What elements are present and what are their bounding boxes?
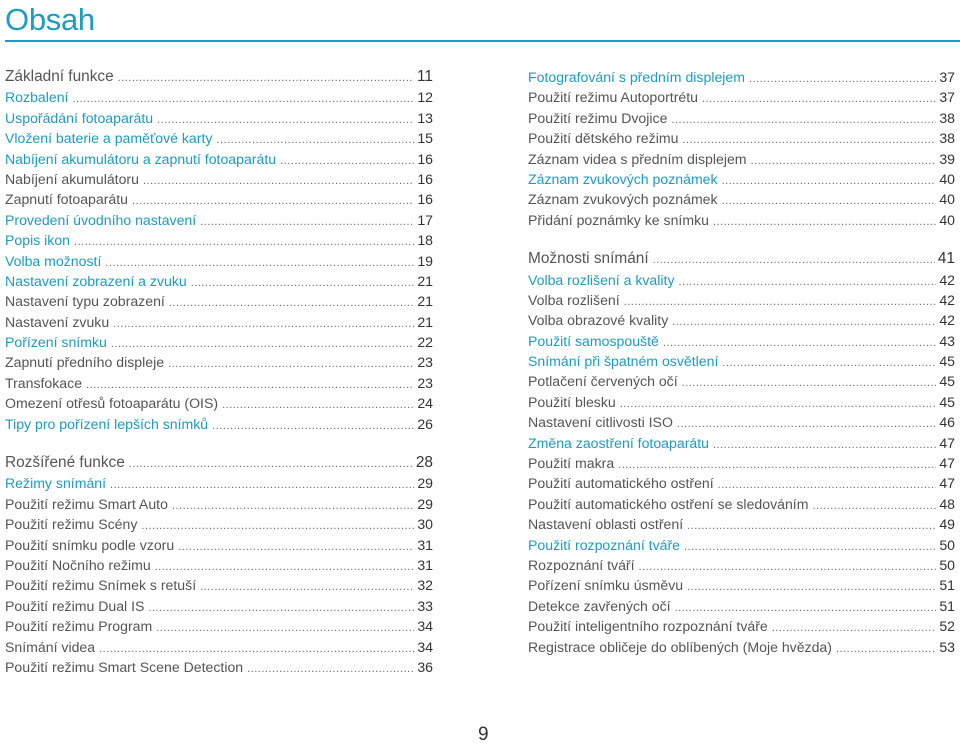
- toc-entry-page: 39: [939, 150, 955, 167]
- toc-leader-dots: [200, 212, 414, 232]
- page-title: Obsah: [5, 2, 95, 37]
- toc-entry-page: 38: [939, 109, 955, 126]
- toc-leader-dots: [836, 639, 936, 659]
- toc-entry[interactable]: [5, 596, 433, 616]
- toc-entry[interactable]: [528, 412, 955, 432]
- toc-entry-title: Rozbalení: [5, 89, 69, 106]
- toc-entry-page: 42: [939, 312, 955, 329]
- toc-leader-dots: [718, 475, 937, 495]
- toc-entry-title: Volba obrazové kvality: [528, 312, 669, 329]
- toc-entry[interactable]: [528, 169, 955, 189]
- toc-entry-page: 16: [417, 150, 433, 167]
- toc-entry-title: Použití snímku podle vzoru: [5, 536, 175, 553]
- toc-entry[interactable]: [5, 535, 433, 555]
- toc-entry[interactable]: [528, 575, 955, 595]
- toc-entry[interactable]: [528, 433, 955, 453]
- toc-leader-dots: [618, 455, 936, 475]
- toc-leader-dots: [713, 212, 936, 232]
- toc-entry-page: 40: [939, 191, 955, 208]
- toc-entry-title: Tipy pro pořízení lepších snímků: [5, 415, 209, 432]
- toc-entry-page: 45: [939, 393, 955, 410]
- toc-leader-dots: [772, 618, 937, 638]
- toc-leader-dots: [200, 577, 414, 597]
- toc-entry-page: 26: [417, 415, 433, 432]
- toc-leader-dots: [679, 272, 937, 292]
- toc-entry-title: Fotografování s předním displejem: [528, 69, 745, 85]
- toc-entry-page: 17: [417, 211, 433, 228]
- toc-entry[interactable]: [5, 230, 433, 250]
- toc-leader-dots: [129, 454, 413, 474]
- toc-leader-dots: [118, 68, 414, 88]
- toc-leader-dots: [86, 375, 414, 395]
- toc-leader-dots: [812, 496, 936, 516]
- toc-entry-page: 47: [939, 475, 955, 492]
- toc-leader-dots: [172, 496, 414, 516]
- toc-entry[interactable]: [528, 371, 955, 391]
- toc-leader-dots: [247, 659, 414, 679]
- toc-entry[interactable]: [5, 473, 433, 493]
- toc-entry-title: Zapnutí fotoaparátu: [5, 191, 129, 208]
- toc-leader-dots: [111, 334, 414, 354]
- toc-entry-title: Použití režimu Dvojice: [528, 109, 668, 126]
- toc-leader-dots: [624, 292, 937, 312]
- toc-leader-dots: [702, 89, 936, 109]
- toc-entry-title: Použití samospouště: [528, 332, 659, 349]
- toc-entry[interactable]: [5, 291, 433, 311]
- toc-leader-dots: [143, 171, 414, 191]
- toc-entry[interactable]: [5, 616, 433, 636]
- toc-entry-page: 33: [417, 597, 433, 614]
- toc-leader-dots: [682, 130, 936, 150]
- title-divider: [5, 40, 960, 42]
- toc-entry[interactable]: [528, 555, 955, 575]
- toc-entry[interactable]: [5, 189, 433, 209]
- toc-entry-page: 37: [939, 89, 955, 106]
- toc-entry-page: 40: [939, 211, 955, 228]
- toc-leader-dots: [105, 253, 414, 273]
- toc-entry[interactable]: [528, 616, 955, 636]
- toc-leader-dots: [113, 314, 414, 334]
- toc-entry-title: Nastavení zobrazení a zvuku: [5, 272, 187, 289]
- toc-entry-title: Omezení otřesů fotoaparátu (OIS): [5, 395, 219, 412]
- toc-entry-title: Použití makra: [528, 455, 615, 472]
- toc-entry-page: 46: [939, 414, 955, 431]
- toc-entry-title: Přidání poznámky ke snímku: [528, 211, 709, 228]
- toc-entry-title: Snímání videa: [5, 638, 96, 655]
- toc-leader-dots: [620, 394, 937, 414]
- toc-entry[interactable]: [5, 271, 433, 291]
- toc-entry[interactable]: [528, 351, 955, 371]
- toc-leader-dots: [280, 151, 414, 171]
- toc-entry-page: 15: [417, 130, 433, 147]
- toc-entry-title: Vložení baterie a paměťové karty: [5, 130, 213, 147]
- toc-leader-dots: [684, 537, 936, 557]
- toc-entry[interactable]: [5, 453, 433, 473]
- toc-entry-title: Použití rozpoznání tváře: [528, 536, 680, 553]
- toc-leader-dots: [74, 232, 414, 252]
- toc-entry[interactable]: [5, 393, 433, 413]
- toc-entry[interactable]: [5, 169, 433, 189]
- toc-entry[interactable]: [5, 108, 433, 128]
- toc-leader-dots: [751, 151, 937, 171]
- toc-entry-page: 21: [417, 293, 433, 310]
- toc-entry-page: 47: [939, 434, 955, 451]
- toc-entry-title: Provedení úvodního nastavení: [5, 211, 197, 228]
- toc-entry-title: Režimy snímání: [5, 475, 107, 492]
- toc-entry[interactable]: [528, 473, 955, 493]
- toc-left-column: [5, 67, 433, 677]
- toc-entry-page: 49: [939, 516, 955, 533]
- toc-entry-page: 13: [417, 109, 433, 126]
- toc-entry-title: Transfokace: [5, 374, 83, 391]
- toc-entry[interactable]: [5, 67, 433, 87]
- toc-entry[interactable]: [5, 352, 433, 372]
- toc-entry-title: Zapnutí předního displeje: [5, 354, 165, 371]
- toc-entry-page: 11: [417, 68, 433, 85]
- toc-leader-dots: [677, 414, 936, 434]
- toc-entry-page: 47: [939, 455, 955, 472]
- toc-entry-page: 51: [939, 597, 955, 614]
- section-gap: [528, 230, 955, 249]
- toc-entry-title: Nabíjení akumulátoru a zapnutí fotoaparátu: [5, 150, 277, 167]
- toc-entry-title: Pořízení snímku: [5, 334, 107, 351]
- toc-entry-title: Snímání při špatném osvětlení: [528, 353, 719, 370]
- toc-entry-page: 31: [417, 556, 433, 573]
- toc-entry-title: Nastavení typu zobrazení: [5, 293, 165, 310]
- toc-entry-title: Použití blesku: [528, 393, 616, 410]
- toc-entry-page: 50: [939, 556, 955, 573]
- toc-entry[interactable]: [528, 87, 955, 107]
- toc-entry-title: Použití automatického ostření: [528, 475, 714, 492]
- toc-entry-page: 37: [939, 69, 955, 85]
- toc-entry[interactable]: [528, 494, 955, 514]
- toc-entry[interactable]: [5, 575, 433, 595]
- toc-entry-title: Potlačení červených očí: [528, 373, 678, 390]
- toc-entry[interactable]: [5, 332, 433, 352]
- toc-right-column: [528, 67, 955, 657]
- toc-leader-dots: [110, 475, 414, 495]
- toc-leader-dots: [722, 191, 937, 211]
- toc-entry-title: Použití režimu Program: [5, 618, 153, 635]
- toc-entry[interactable]: [528, 149, 955, 169]
- toc-entry-title: Nabíjení akumulátoru: [5, 170, 139, 187]
- toc-entry[interactable]: [528, 514, 955, 534]
- toc-leader-dots: [222, 395, 414, 415]
- toc-entry-page: 38: [939, 130, 955, 147]
- toc-entry-title: Nastavení citlivosti ISO: [528, 414, 673, 431]
- toc-entry[interactable]: [528, 453, 955, 473]
- toc-entry-page: 29: [417, 475, 433, 492]
- toc-leader-dots: [749, 69, 936, 89]
- toc-entry[interactable]: [528, 392, 955, 412]
- toc-entry-title: Záznam zvukových poznámek: [528, 170, 718, 187]
- toc-entry-title: Popis ikon: [5, 232, 71, 249]
- toc-entry-page: 43: [939, 332, 955, 349]
- toc-entry[interactable]: [5, 514, 433, 534]
- toc-leader-dots: [639, 557, 937, 577]
- toc-leader-dots: [663, 333, 936, 353]
- toc-entry[interactable]: [5, 149, 433, 169]
- toc-entry-title: Použití režimu Dual IS: [5, 597, 145, 614]
- toc-leader-dots: [148, 598, 414, 618]
- toc-entry-page: 34: [417, 638, 433, 655]
- toc-entry-page: 21: [417, 272, 433, 289]
- toc-entry[interactable]: [528, 535, 955, 555]
- toc-leader-dots: [156, 618, 414, 638]
- toc-entry-title: Použití inteligentního rozpoznání tváře: [528, 618, 768, 635]
- toc-entry-title: Použití režimu Smart Auto: [5, 495, 168, 512]
- toc-entry[interactable]: [5, 251, 433, 271]
- toc-entry[interactable]: [528, 270, 955, 290]
- toc-entry[interactable]: [528, 128, 955, 148]
- toc-entry-page: 45: [939, 373, 955, 390]
- toc-leader-dots: [191, 273, 415, 293]
- toc-entry-page: 30: [417, 516, 433, 533]
- toc-entry[interactable]: [5, 637, 433, 657]
- section-gap: [5, 434, 433, 453]
- toc-leader-dots: [157, 110, 414, 130]
- toc-entry-page: 16: [417, 170, 433, 187]
- toc-leader-dots: [168, 354, 414, 374]
- toc-entry-page: 52: [939, 618, 955, 635]
- toc-entry-page: 31: [417, 536, 433, 553]
- toc-entry-page: 16: [417, 191, 433, 208]
- toc-entry[interactable]: [528, 249, 955, 269]
- toc-entry-page: 19: [417, 252, 433, 269]
- toc-leader-dots: [687, 516, 936, 536]
- toc-leader-dots: [713, 435, 936, 455]
- toc-entry-title: Použití režimu Snímek s retuší: [5, 577, 197, 594]
- toc-entry-title: Záznam zvukových poznámek: [528, 191, 718, 208]
- toc-entry-title: Volba rozlišení a kvality: [528, 271, 675, 288]
- toc-entry-title: Použití Nočního režimu: [5, 556, 151, 573]
- toc-leader-dots: [141, 516, 414, 536]
- toc-entry-page: 23: [417, 374, 433, 391]
- toc-entry[interactable]: [5, 87, 433, 107]
- toc-entry[interactable]: [528, 637, 955, 657]
- toc-leader-dots: [99, 639, 414, 659]
- toc-leader-dots: [132, 191, 414, 211]
- toc-entry[interactable]: [528, 331, 955, 351]
- toc-entry[interactable]: [5, 555, 433, 575]
- toc-entry[interactable]: [5, 128, 433, 148]
- toc-entry-title: Rozšířené funkce: [5, 454, 125, 472]
- toc-entry-title: Nastavení oblasti ostření: [528, 516, 684, 533]
- toc-entry-page: 50: [939, 536, 955, 553]
- toc-entry-title: Uspořádání fotoaparátu: [5, 109, 154, 126]
- toc-entry[interactable]: [528, 108, 955, 128]
- toc-entry-page: 53: [939, 638, 955, 655]
- toc-entry-title: Použití režimu Scény: [5, 516, 138, 533]
- toc-entry-title: Detekce zavřených očí: [528, 597, 671, 614]
- toc-entry[interactable]: [528, 596, 955, 616]
- toc-entry[interactable]: [5, 414, 433, 434]
- toc-entry[interactable]: [528, 290, 955, 310]
- toc-entry-page: 40: [939, 170, 955, 187]
- toc-entry-page: 36: [417, 658, 433, 675]
- toc-entry[interactable]: [5, 210, 433, 230]
- toc-entry-title: Možnosti snímání: [528, 250, 649, 268]
- toc-entry[interactable]: [5, 657, 433, 677]
- toc-entry-title: Použití režimu Autoportrétu: [528, 89, 698, 106]
- toc-entry-page: 23: [417, 354, 433, 371]
- toc-entry-page: 48: [939, 495, 955, 512]
- toc-entry-page: 32: [417, 577, 433, 594]
- toc-leader-dots: [722, 171, 937, 191]
- toc-leader-dots: [682, 373, 937, 393]
- toc-entry[interactable]: [528, 210, 955, 230]
- toc-entry-title: Záznam videa s předním displejem: [528, 150, 747, 167]
- page-number: 9: [478, 724, 489, 745]
- toc-entry-title: Změna zaostření fotoaparátu: [528, 434, 709, 451]
- toc-entry[interactable]: [5, 373, 433, 393]
- toc-entry-title: Použití dětského režimu: [528, 130, 679, 147]
- toc-leader-dots: [72, 89, 414, 109]
- toc-entry-page: 41: [937, 250, 955, 268]
- toc-entry-page: 18: [417, 232, 433, 249]
- toc-entry[interactable]: [5, 494, 433, 514]
- toc-entry-title: Registrace obličeje do oblíbených (Moje hvězda): [528, 638, 832, 655]
- toc-entry-title: Použití automatického ostření se sledováním: [528, 495, 809, 512]
- toc-entry[interactable]: [528, 67, 955, 87]
- toc-entry-page: 45: [939, 353, 955, 370]
- toc-entry-title: Nastavení zvuku: [5, 313, 110, 330]
- toc-entry-page: 22: [417, 334, 433, 351]
- toc-entry-title: Volba možností: [5, 252, 102, 269]
- toc-entry-title: Pořízení snímku úsměvu: [528, 577, 684, 594]
- toc-entry-page: 42: [939, 271, 955, 288]
- toc-leader-dots: [169, 293, 414, 313]
- toc-leader-dots: [672, 312, 936, 332]
- toc-entry-title: Rozpoznání tváří: [528, 556, 635, 573]
- toc-leader-dots: [687, 577, 936, 597]
- toc-entry-title: Použití režimu Smart Scene Detection: [5, 658, 244, 675]
- toc-entry-title: Základní funkce: [5, 68, 114, 85]
- toc-entry-page: 34: [417, 618, 433, 635]
- toc-leader-dots: [653, 250, 935, 270]
- toc-entry-page: 28: [415, 454, 433, 472]
- toc-entry-page: 12: [417, 89, 433, 106]
- toc-entry[interactable]: [5, 312, 433, 332]
- toc-entry[interactable]: [528, 310, 955, 330]
- toc-entry-title: Volba rozlišení: [528, 291, 620, 308]
- toc-leader-dots: [671, 110, 936, 130]
- toc-entry-page: 29: [417, 495, 433, 512]
- toc-entry-page: 51: [939, 577, 955, 594]
- toc-leader-dots: [212, 416, 414, 436]
- toc-leader-dots: [216, 130, 414, 150]
- toc-leader-dots: [722, 353, 936, 373]
- toc-leader-dots: [675, 598, 937, 618]
- toc-entry-page: 21: [417, 313, 433, 330]
- toc-entry-page: 24: [417, 395, 433, 412]
- toc-leader-dots: [155, 557, 415, 577]
- toc-leader-dots: [178, 537, 414, 557]
- toc-entry[interactable]: [528, 189, 955, 209]
- toc-entry-page: 42: [939, 291, 955, 308]
